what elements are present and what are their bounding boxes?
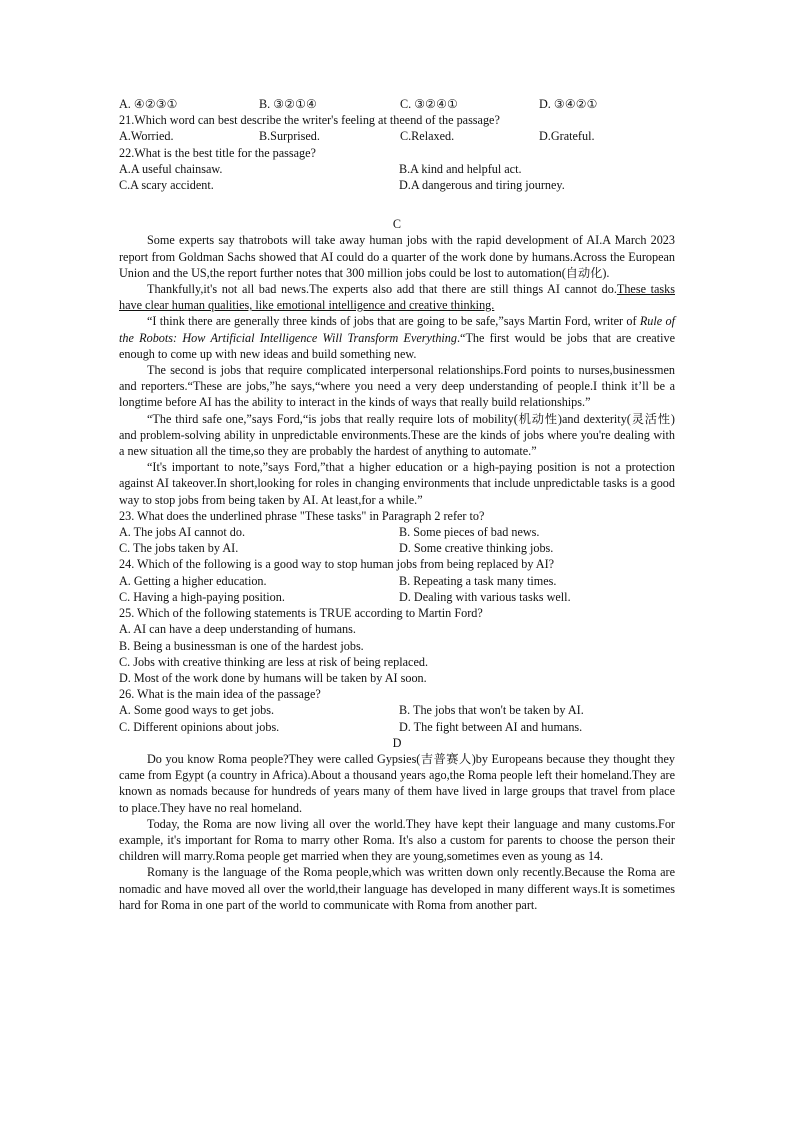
q23-options-row2 [119,540,675,556]
q21-option-b[interactable]: B.Surprised. [259,129,320,144]
q21-options [119,128,675,144]
q26-option-c[interactable]: C. Different opinions about jobs. [119,719,280,734]
q22-option-d[interactable]: D.A dangerous and tiring journey. [399,178,565,193]
q24-option-d[interactable]: D. Dealing with various tasks well. [399,589,571,604]
q23-option-a[interactable]: A. The jobs AI cannot do. [119,525,246,540]
q25-option-c[interactable]: C. Jobs with creative thinking are less at risk of being replaced. [119,654,429,669]
section-c-paragraph-3: “I think there are generally three kinds of jobs that are going to be safe,”says Martin Ford, writer of Rule of the Robots: How Artificial Intelligence Will Transform Everything.“The first would be jobs that are creative enough to come up with new ideas and build something new. [119,314,675,361]
q20-option-b[interactable]: B. ③②①④ [259,97,317,111]
q24-options-row1 [119,573,675,589]
q20-option-a[interactable]: A. ④②③① [119,97,178,111]
q22-option-a[interactable]: A.A useful chainsaw. [119,161,223,176]
q25-stem: 25. Which of the following statements is TRUE according to Martin Ford? [119,606,483,621]
q21-option-d[interactable]: D.Grateful. [539,129,595,144]
q22-stem: 22.What is the best title for the passage? [119,145,316,160]
q20-option-c[interactable]: C. ③②④① [400,97,458,111]
section-c-paragraph-2: Thankfully,it's not all bad news.The experts also add that there are still things AI cannot do.These tasks have clear human qualities, like emotional intelligence and creative thinking. [119,282,675,313]
section-c-paragraph-5: “The third safe one,”says Ford,“is jobs that really require lots of mobility(机动性)and dexterity(灵活性) and problem-solving ability in unpredictable environments.These are the kinds of jobs where you're dealing with a new situation all the time,so they are probably the hardest of anything to automate.” [119,411,675,459]
q20-options [119,96,675,112]
section-d-paragraph-1: Do you know Roma people?They were called Gypsies(吉普赛人)by Europeans because they thought they came from Egypt (a country in Africa).About a thousand years ago,the Roma people left their homeland.They are known as nomads because for hundreds of years many of them have lived in large groups that travel from place to place.They have no real homeland. [119,751,675,815]
q26-option-a[interactable]: A. Some good ways to get jobs. [119,703,275,718]
q23-option-c[interactable]: C. The jobs taken by AI. [119,541,239,556]
section-c-heading: C [392,217,402,232]
q23-stem: 23. What does the underlined phrase "These tasks" in Paragraph 2 refer to? [119,508,485,523]
section-d-paragraph-3: Romany is the language of the Roma people,which was written down only recently.Because the Roma are nomadic and have moved all over the world,their language has developed in many different ways.It is sometimes hard for Roma in one part of the world to communicate with Roma from another part. [119,865,675,912]
q24-option-b[interactable]: B. Repeating a task many times. [399,573,557,588]
q25-option-b[interactable]: B. Being a businessman is one of the hardest jobs. [119,638,364,653]
q21-stem: 21.Which word can best describe the writer's feeling at theend of the passage? [119,113,500,128]
q22-options-row1 [119,161,675,177]
q26-option-d[interactable]: D. The fight between AI and humans. [399,719,583,734]
section-d-heading: D [392,735,402,750]
q24-option-a[interactable]: A. Getting a higher education. [119,573,267,588]
book-title: Rule of the Robots: How Artificial Intelligence Will Transform Everything [119,314,675,345]
q24-options-row2 [119,589,675,605]
underlined-phrase: These tasks have clear human qualities, like emotional intelligence and creative thinking. [119,282,675,313]
section-c-paragraph-4: The second is jobs that require complicated interpersonal relationships.Ford points to nurses,businessmen and reporters.“These are jobs,”he says,“where you need a very deep understanding of people.I think it’ll be a longtime before AI has the ability to interact in the kinds of ways that really build relationships.” [119,363,675,410]
q23-options-row1 [119,524,675,540]
q23-option-b[interactable]: B. Some pieces of bad news. [399,525,540,540]
q24-option-c[interactable]: C. Having a high-paying position. [119,589,285,604]
q22-option-c[interactable]: C.A scary accident. [119,178,214,193]
q26-options-row1 [119,702,675,718]
q26-options-row2 [119,719,675,735]
section-c-paragraph-1: Some experts say thatrobots will take away human jobs with the rapid development of AI.A March 2023 report from Goldman Sachs showed that AI could do a quarter of the work done by humans.Across the European Union and the US,the report further notes that 300 million jobs could be lost to automation(自动化). [119,233,675,280]
q24-stem: 24. Which of the following is a good way to stop human jobs from being replaced by AI? [119,557,555,572]
section-d-paragraph-2: Today, the Roma are now living all over the world.They have kept their language and many customs.For example, it's important for Roma to marry other Roma. It's also a custom for parents to choose the person their children will marry.Roma people get married when they are young,sometimes even as young as 14. [119,816,675,864]
q21-option-c[interactable]: C.Relaxed. [400,129,455,144]
q23-option-d[interactable]: D. Some creative thinking jobs. [399,541,554,556]
q25-option-a[interactable]: A. AI can have a deep understanding of humans. [119,622,356,637]
q20-option-d[interactable]: D. ③④②① [539,97,598,111]
q22-options-row2 [119,177,675,193]
q22-option-b[interactable]: B.A kind and helpful act. [399,161,522,176]
document-page [119,96,675,913]
q25-option-d[interactable]: D. Most of the work done by humans will be taken by AI soon. [119,670,427,685]
q21-option-a[interactable]: A.Worried. [119,129,174,144]
section-c-paragraph-6: “It's important to note,”says Ford,”that a higher education or a high-paying position is not a protection against AI takeover.In short,looking for roles in changing environments that include unpredictable tasks is a good way to stop jobs from being taken by AI. At least,for a while.” [119,460,675,507]
q26-option-b[interactable]: B. The jobs that won't be taken by AI. [399,703,584,718]
q26-stem: 26. What is the main idea of the passage? [119,687,321,702]
